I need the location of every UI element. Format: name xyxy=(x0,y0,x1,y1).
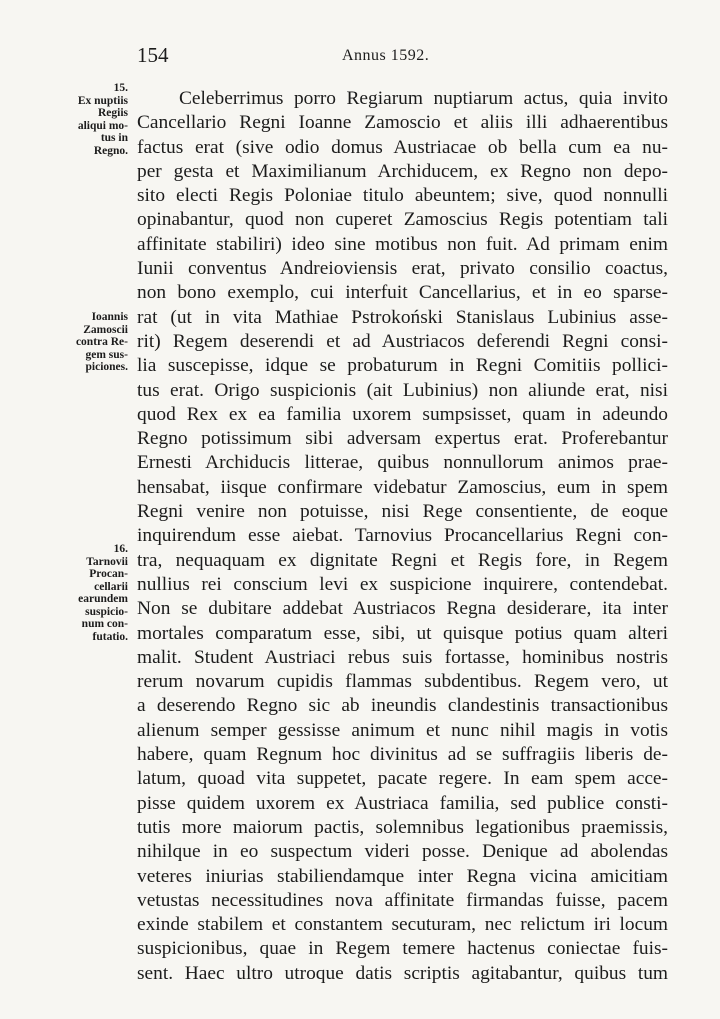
text-line: rat (ut in vita Mathiae Pstrokoński Stanislaus Lubinius asse- xyxy=(137,306,668,328)
text-line: rerum novarum cupidis flammas subdentibus. Regem vero, ut xyxy=(137,671,668,693)
margin-note-16 xyxy=(56,543,128,643)
text-line: suspicionibus, quae in Regem temere hactenus coniectae fuis- xyxy=(137,938,668,960)
text-line: per gesta et Maximilianum Archiducem, ex Regno non depo- xyxy=(137,160,668,182)
text-line: Non se dubitare addebat Austriacos Regna desiderare, ita inter xyxy=(137,598,668,620)
margin-note-line: Ex nuptiis xyxy=(77,94,128,107)
text-line: Celeberrimus porro Regiarum nuptiarum actus, quia invito xyxy=(179,88,668,109)
text-line: tutis more maiorum pactis, solemnibus legationibus praemissis, xyxy=(137,816,668,838)
text-line: mortales comparatum esse, sibi, ut quisque potius quam alteri xyxy=(137,622,668,644)
margin-note-line: futatio. xyxy=(92,630,128,643)
margin-note-line: piciones. xyxy=(85,361,128,373)
text-line: non bono exemplo, cui interfuit Cancellarius, et in eo sparse- xyxy=(137,282,668,304)
text-line: exinde stabilem et constantem secuturam, nec relictum iri locum xyxy=(137,914,668,936)
text-line: malit. Student Austriaci rebus suis fortasse, hominibus nostris xyxy=(137,646,668,668)
margin-note-line: cellarii xyxy=(94,580,128,593)
margin-note-line: Regno. xyxy=(93,144,128,157)
margin-note-line: tus in xyxy=(100,132,128,144)
text-line: hensabat, iisque confirmare videbatur Zamoscius, eum in spem xyxy=(137,476,668,498)
margin-note-line: earundem xyxy=(78,593,128,605)
text-line: tra, nequaquam ex dignitate Regni et Regis fore, in Regem xyxy=(137,549,668,571)
page-number: 154 xyxy=(137,43,169,67)
text-line: inquirendum esse aiebat. Tarnovius Procancellarius Regni con- xyxy=(137,525,668,547)
text-line: quod Rex ex ea familia uxorem sumpsisset, quam in adeundo xyxy=(137,403,668,425)
margin-note-line: Ioannis xyxy=(91,311,128,323)
margin-note-line: 15. xyxy=(113,82,128,94)
margin-note-ioannis xyxy=(56,311,128,374)
margin-note-line: Procan- xyxy=(89,568,128,580)
text-line: sent. Haec ultro utroque datis scriptis agitabantur, quibus tum xyxy=(137,962,668,984)
text-line: latum, quoad vita suppetet, pacate regere. In eam spem acce- xyxy=(137,768,668,790)
margin-note-line: Tarnovii xyxy=(86,555,128,568)
text-line: rit) Regem deserendi et ad Austriacos deferendi Regni consi- xyxy=(137,330,668,352)
text-line: Ernesti Archiducis litterae, quibus nonnullorum animos prae- xyxy=(137,452,668,474)
text-line: opinabantur, quod non cuperet Zamoscius Regis potentiam tali xyxy=(137,209,668,231)
text-line: vetustas necessitudines nova affinitate firmandas fuisse, pacem xyxy=(137,889,668,911)
text-line: lia suscepisse, idque se probaturum in Regni Comitiis pollici- xyxy=(137,355,668,377)
text-line: veteres iniurias stabiliendamque inter Regna vicina amicitiam xyxy=(137,865,668,887)
text-line: affinitate stabiliri) ideo sine motibus non fuit. Ad primam enim xyxy=(137,233,668,255)
text-line: Iunii conventus Andreioviensis erat, privato consilio coactus, xyxy=(137,258,668,280)
running-head: Annus 1592. xyxy=(342,47,430,64)
text-line: a deserendo Regno sic ab ineundis clandestinis transactionibus xyxy=(137,695,668,717)
text-line: Cancellario Regni Ioanne Zamoscio et aliis illi adhaerentibus xyxy=(137,112,668,134)
text-line: alienum semper gessisse animum et nunc nihil magis in votis xyxy=(137,719,668,741)
text-line: Regno potissimum sibi adversam expertus erat. Proferebantur xyxy=(137,428,668,450)
margin-note-line: num con- xyxy=(81,618,128,630)
text-line: tus erat. Origo suspicionis (ait Lubinius) non aliunde erat, nisi xyxy=(137,379,668,401)
margin-note-line: Zamoscii xyxy=(83,323,128,336)
margin-note-line: gem sus- xyxy=(85,348,128,361)
body-text xyxy=(137,87,668,986)
text-line: habere, quam Regnum hoc divinitus ad se suffragiis liberis de- xyxy=(137,744,668,766)
text-line: factus erat (sive odio domus Austriacae ob bella cum ea nu- xyxy=(137,136,668,158)
margin-note-line: aliqui mo- xyxy=(77,119,128,132)
margin-note-15 xyxy=(56,82,128,157)
margin-note-line: contra Re- xyxy=(75,336,128,348)
text-line: nullius rei conscium levi ex suspicione inquirere, contendebat. xyxy=(137,573,668,595)
text-line: pisse quidem uxorem ex Austriaca familia, sed publice consti- xyxy=(137,792,668,814)
text-line: sito electi Regis Poloniae titulo abeuntem; sive, quod nonnulli xyxy=(137,185,668,207)
text-line: nihilque in eo suspectum videri posse. Denique ad abolendas xyxy=(137,841,668,863)
margin-note-line: suspicio- xyxy=(85,605,128,618)
margin-note-line: Regiis xyxy=(97,107,128,119)
margin-note-line: 16. xyxy=(113,543,128,555)
text-line: Regni venire non potuisse, nisi Rege consentiente, de eoque xyxy=(137,501,668,523)
